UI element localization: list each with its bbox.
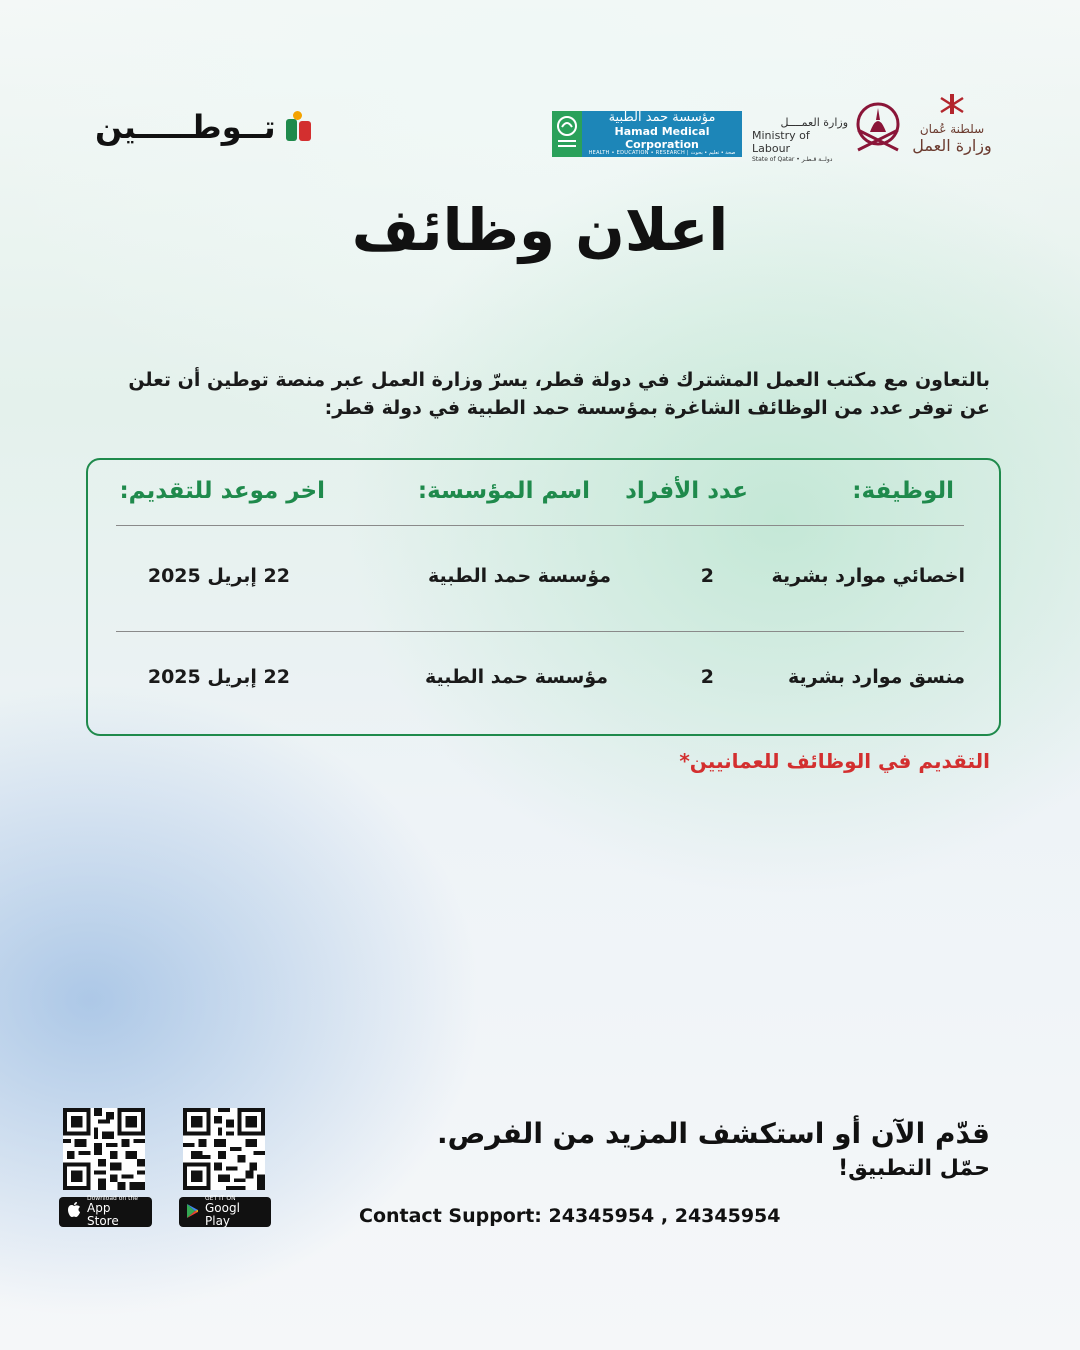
header-org: اسم المؤسسة: [417,478,590,504]
oman-ministry-ar: وزارة العمل [912,136,992,155]
row-2-count: 2 [700,666,714,688]
table-divider [116,525,964,526]
contact-support: Contact Support: 24345954 , 24345954 [359,1205,781,1227]
page-title: اعلان وظائف [351,196,729,264]
apple-icon [67,1202,81,1222]
header-job: الوظيفة: [852,478,954,504]
header-deadline: اخر موعد للتقديم: [119,478,325,504]
qatar-emblem-icon [852,100,904,162]
row-2-deadline: 22 إبريل 2025 [147,666,290,688]
app-store-big-text: App Store [87,1200,119,1228]
row-1-org: مؤسسة حمد الطبية [427,565,611,587]
table-divider [116,631,964,632]
brand-name: تــوطـــــين [95,108,276,146]
oman-ministry-of-labour-logo [912,92,992,155]
ministry-of-labour-qatar-logo [752,116,848,163]
google-play-icon [187,1203,199,1222]
hamad-name-en: Hamad Medical Corporation [614,124,710,151]
mol-name-ar: وزارة العمــــل [780,116,848,129]
oman-name-ar: سلطنة عُمان [919,122,985,136]
hamad-tagline: HEALTH • EDUCATION • RESEARCH | صحة • تعليم • بحوث [588,150,736,157]
google-play-badge[interactable] [179,1194,271,1228]
row-2-job: منسق موارد بشرية [787,666,965,688]
google-play-big-text: Googl Play [205,1200,240,1228]
google-play-qr-code[interactable] [183,1108,265,1190]
hamad-medical-logo [552,111,742,157]
mol-name-en: Ministry of Labour [752,129,810,156]
row-1-job: اخصائي موارد بشرية [771,565,965,587]
app-store-badge[interactable] [59,1194,152,1228]
cta-download-app: حمّل التطبيق! [838,1156,990,1181]
app-store-qr-code[interactable] [63,1108,145,1190]
header-count: عدد الأفراد [625,478,748,504]
row-2-org: مؤسسة حمد الطبية [424,666,608,688]
mol-subtitle: State of Qatar • دولــة قـطـر [752,155,833,163]
eligibility-note: التقديم في الوظائف للعمانيين* [679,749,990,773]
cta-headline: قدّم الآن أو استكشف المزيد من الفرص. [436,1117,990,1150]
row-1-count: 2 [700,565,714,587]
hamad-emblem-icon [552,111,582,157]
google-play-small-text: GET IT ON [205,1194,236,1202]
tawteen-mark-icon [284,111,316,143]
row-1-deadline: 22 إبريل 2025 [147,565,290,587]
oman-emblem-icon [937,92,967,118]
tawteen-logo [95,108,316,146]
hamad-name-ar: مؤسسة حمد الطبية [608,110,716,126]
app-store-small-text: Download on the [87,1194,138,1202]
intro-paragraph: بالتعاون مع مكتب العمل المشترك في دولة قطر، يسرّ وزارة العمل عبر منصة توطين أن تعلن عن توفر عدد من الوظائف الشاغرة بمؤسسة حمد الطبية في دولة قطر: [128,369,990,419]
